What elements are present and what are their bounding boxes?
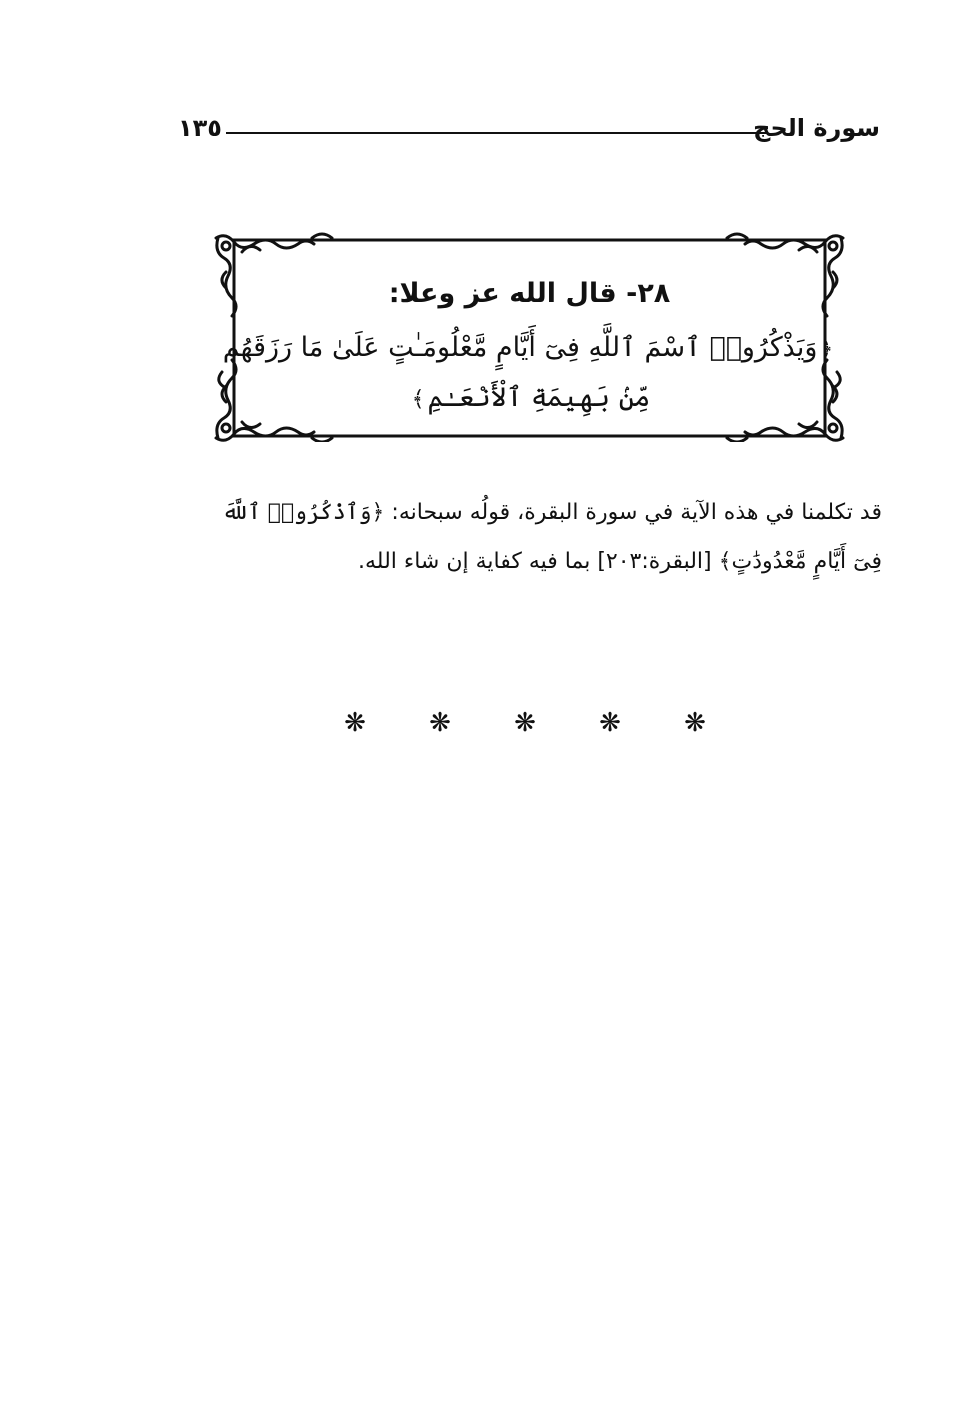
verse-line-1	[212, 332, 847, 363]
verse-line-2	[212, 382, 847, 413]
star-icon: ❋	[599, 708, 621, 738]
surah-title: سورة الحج	[753, 114, 880, 142]
verse-text-2: مِّنۢ بَهِيمَةِ ٱلْأَنْعَـٰمِ	[427, 382, 651, 413]
star-icon: ❋	[684, 708, 706, 738]
star-icon: ❋	[344, 708, 366, 738]
body-line-2	[170, 549, 882, 574]
quote-end: فِىٓ أَيَّامٍ مَّعْدُودَٰتٍ﴾	[718, 549, 882, 574]
close-bracket: ﴾	[411, 387, 425, 412]
body-text-1: قد تكلمنا في هذه الآية في سورة البقرة، قولُه سبحانه:	[391, 500, 882, 525]
page-header	[178, 112, 880, 148]
section-title: ٢٨- قال الله عز وعلا:	[388, 278, 671, 309]
open-bracket: ﴿	[820, 337, 834, 362]
star-icon: ❋	[514, 708, 536, 738]
ornamental-frame	[212, 232, 847, 442]
star-icon: ❋	[429, 708, 451, 738]
quote-start: ﴿وَٱذْكُرُوا۟ ٱللَّهَ	[222, 500, 385, 525]
surah-reference: [البقرة:٢٠٣]	[597, 549, 712, 574]
body-line-1	[170, 500, 882, 525]
page-number: ١٣٥	[178, 114, 222, 142]
verse-text-1: وَيَذْكُرُوا۟ ٱسْمَ ٱللَّهِ فِىٓ أَيَّامٍ مَّعْلُومَـٰتٍ عَلَىٰ مَا رَزَقَهُم	[222, 332, 818, 363]
body-text-2: بما فيه كفاية إن شاء الله.	[358, 549, 591, 574]
header-rule	[226, 132, 768, 134]
section-separator	[340, 708, 710, 738]
